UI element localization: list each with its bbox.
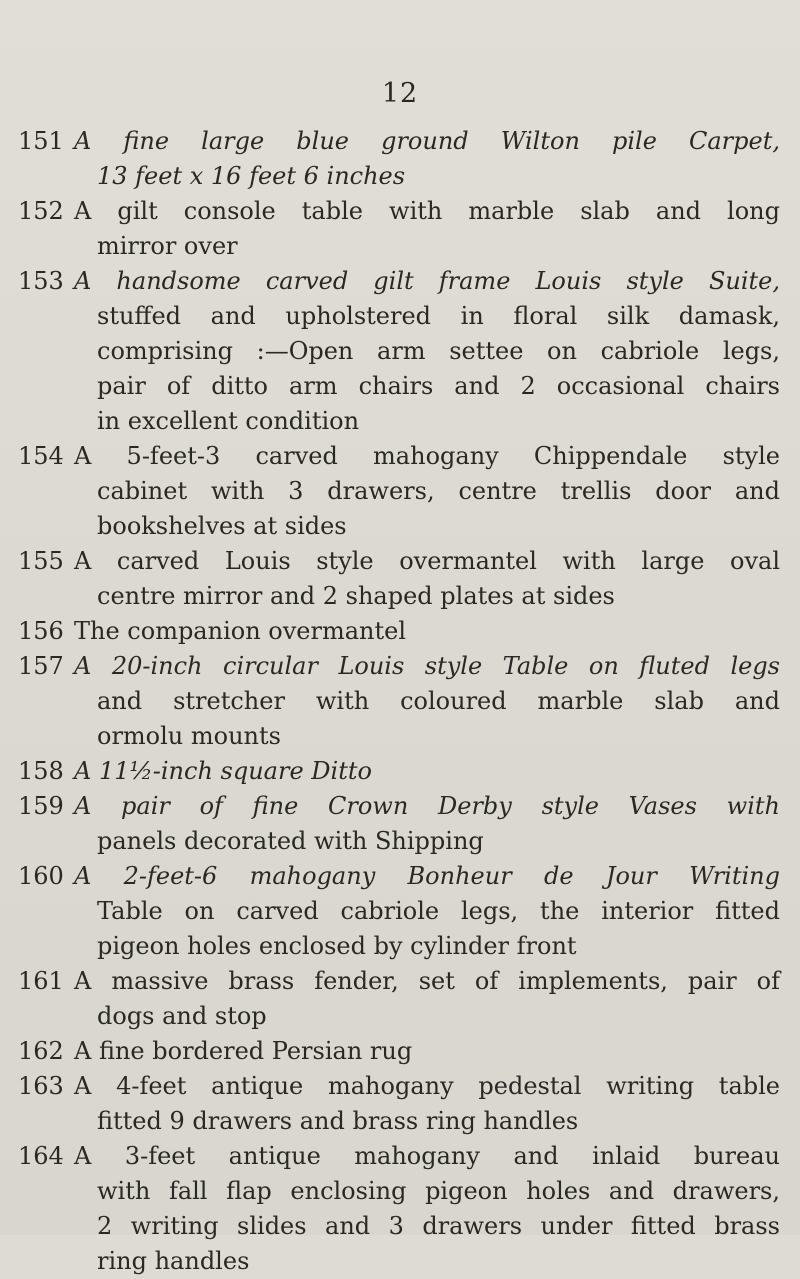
lot-description-line: ormolu mounts <box>97 722 281 750</box>
lot-number: 163 <box>18 1072 64 1100</box>
lot-description <box>74 859 780 964</box>
lot-description <box>74 614 780 649</box>
lot-description-line: 2 writing slides and 3 drawers under fitted brass <box>97 1212 780 1240</box>
lot-description <box>74 194 780 264</box>
lot-description-line: A 20-inch circular Louis style Table on fluted legs <box>74 652 780 680</box>
lot-description <box>74 754 780 789</box>
lot-description-line: A carved Louis style overmantel with large oval <box>74 547 780 575</box>
lot-description-line: comprising :—Open arm settee on cabriole legs, <box>97 337 780 365</box>
lot-number: 151 <box>18 127 64 155</box>
lot-description-line: A fine bordered Persian rug <box>74 1037 413 1065</box>
lot-description-line: Table on carved cabriole legs, the interior fitted <box>97 897 780 925</box>
lot-description-line: centre mirror and 2 shaped plates at sides <box>97 582 615 610</box>
lot-description-line: A 11½-inch square Ditto <box>74 757 372 785</box>
lot-description-line: panels decorated with Shipping <box>97 827 484 855</box>
lot-number: 154 <box>18 442 64 470</box>
lot-description-line: A 5-feet-3 carved mahogany Chippendale style <box>74 442 780 470</box>
lot-description-line: mirror over <box>97 232 238 260</box>
lot-description <box>74 544 780 614</box>
lot-description-line: pair of ditto arm chairs and 2 occasional chairs <box>97 372 780 400</box>
lot-description <box>74 439 780 544</box>
lot-number: 152 <box>18 197 64 225</box>
lot-description <box>74 124 780 194</box>
lot-number: 158 <box>18 757 64 785</box>
lot-description-line: bookshelves at sides <box>97 512 347 540</box>
lot-description-line: ring handles <box>97 1247 250 1275</box>
lot-description-line: A gilt console table with marble slab and long <box>74 197 780 225</box>
lot-description-line: pigeon holes enclosed by cylinder front <box>97 932 577 960</box>
lot-description <box>74 1069 780 1139</box>
lot-number: 153 <box>18 267 64 295</box>
lot-number: 156 <box>18 617 64 645</box>
lot-description-line: A 2-feet-6 mahogany Bonheur de Jour Writing <box>74 862 780 890</box>
lot-description-line: A 3-feet antique mahogany and inlaid bureau <box>74 1142 780 1170</box>
lot-description <box>74 789 780 859</box>
lot-description <box>74 1034 780 1069</box>
lot-description-line: The companion overmantel <box>74 617 407 645</box>
lot-description-line: stuffed and upholstered in floral silk damask, <box>97 302 780 330</box>
lot-description-line: in excellent condition <box>97 407 360 435</box>
lot-description-line: A massive brass fender, set of implements, pair of <box>74 967 780 995</box>
lot-number: 161 <box>18 967 64 995</box>
lot-number: 157 <box>18 652 64 680</box>
lot-description-line: cabinet with 3 drawers, centre trellis door and <box>97 477 780 505</box>
lot-description-line: fitted 9 drawers and brass ring handles <box>97 1107 579 1135</box>
page-number: 12 <box>381 78 419 109</box>
lot-number: 162 <box>18 1037 64 1065</box>
lot-description-line: and stretcher with coloured marble slab and <box>97 687 780 715</box>
lot-description-line: A handsome carved gilt frame Louis style Suite, <box>74 267 780 295</box>
lot-description-line: A fine large blue ground Wilton pile Carpet, <box>74 127 780 155</box>
lot-description-line: A pair of fine Crown Derby style Vases with <box>74 792 780 820</box>
lot-description <box>74 264 780 439</box>
lot-description-line: A 4-feet antique mahogany pedestal writing table <box>74 1072 780 1100</box>
lot-number: 164 <box>18 1142 64 1170</box>
lot-description <box>74 964 780 1034</box>
lot-number: 159 <box>18 792 64 820</box>
lot-description-line: dogs and stop <box>97 1002 267 1030</box>
lot-description <box>74 649 780 754</box>
lot-number: 155 <box>18 547 64 575</box>
lot-number: 160 <box>18 862 64 890</box>
lot-description-line: 13 feet x 16 feet 6 inches <box>97 162 406 190</box>
lot-description <box>74 1139 780 1279</box>
lot-description-line: with fall flap enclosing pigeon holes and drawers, <box>97 1177 780 1205</box>
